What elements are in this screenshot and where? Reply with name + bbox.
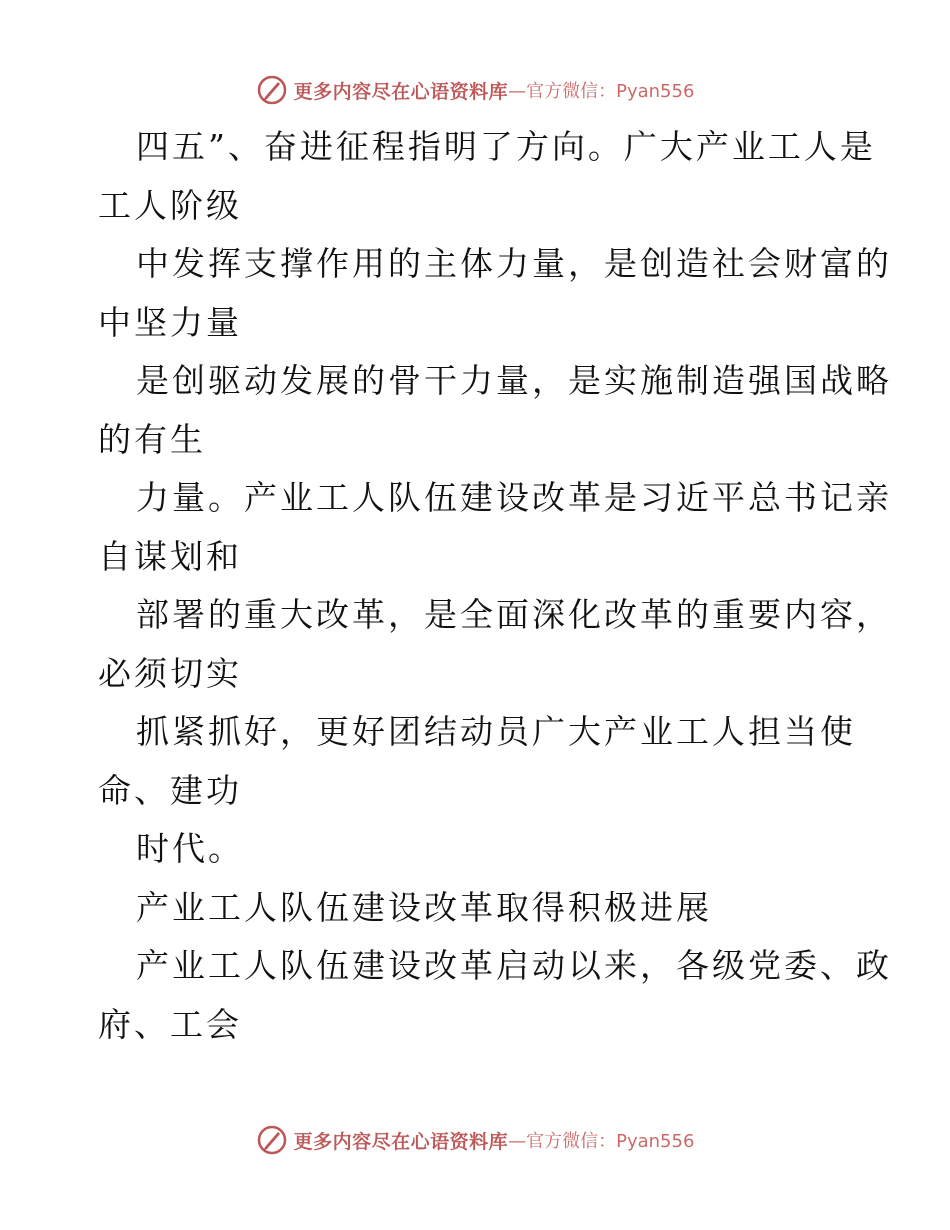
text-line: 中坚力量 bbox=[98, 302, 242, 342]
banner-contact: —官方微信：Pyan556 bbox=[508, 81, 695, 102]
text-line: 部署的重大改革，是全面深化改革的重要内容， bbox=[136, 595, 892, 634]
text-line: 抓紧抓好，更好团结动员广大产业工人担当使 bbox=[136, 712, 856, 751]
quill-logo-icon bbox=[256, 1124, 288, 1156]
footer-banner bbox=[0, 1120, 950, 1160]
text-line: 工人阶级 bbox=[98, 185, 242, 225]
text-line: 产业工人队伍建设改革启动以来，各级党委、政 bbox=[136, 946, 892, 985]
banner-text: 更多内容尽在心语资料库 bbox=[293, 1130, 509, 1153]
banner-text: 更多内容尽在心语资料库 bbox=[293, 80, 509, 103]
text-line: 的有生 bbox=[98, 419, 206, 459]
section-heading: 产业工人队伍建设改革取得积极进展 bbox=[136, 887, 712, 927]
text-line: 命、建功 bbox=[98, 770, 242, 810]
banner-contact: —官方微信：Pyan556 bbox=[508, 1131, 695, 1152]
text-line: 必须切实 bbox=[98, 653, 242, 693]
text-line: 府、工会 bbox=[98, 1004, 242, 1044]
text-line: 是创驱动发展的骨干力量，是实施制造强国战略 bbox=[136, 361, 892, 400]
header-banner bbox=[0, 70, 950, 110]
text-line: 中发挥支撑作用的主体力量，是创造社会财富的 bbox=[136, 244, 892, 283]
text-line: 力量。产业工人队伍建设改革是习近平总书记亲 bbox=[136, 478, 892, 517]
text-line: 自谋划和 bbox=[98, 536, 242, 576]
text-line: 四五”、奋进征程指明了方向。广大产业工人是 bbox=[136, 127, 876, 166]
text-line: 时代。 bbox=[136, 829, 244, 868]
document-body bbox=[98, 118, 892, 1054]
quill-logo-icon bbox=[256, 74, 288, 106]
